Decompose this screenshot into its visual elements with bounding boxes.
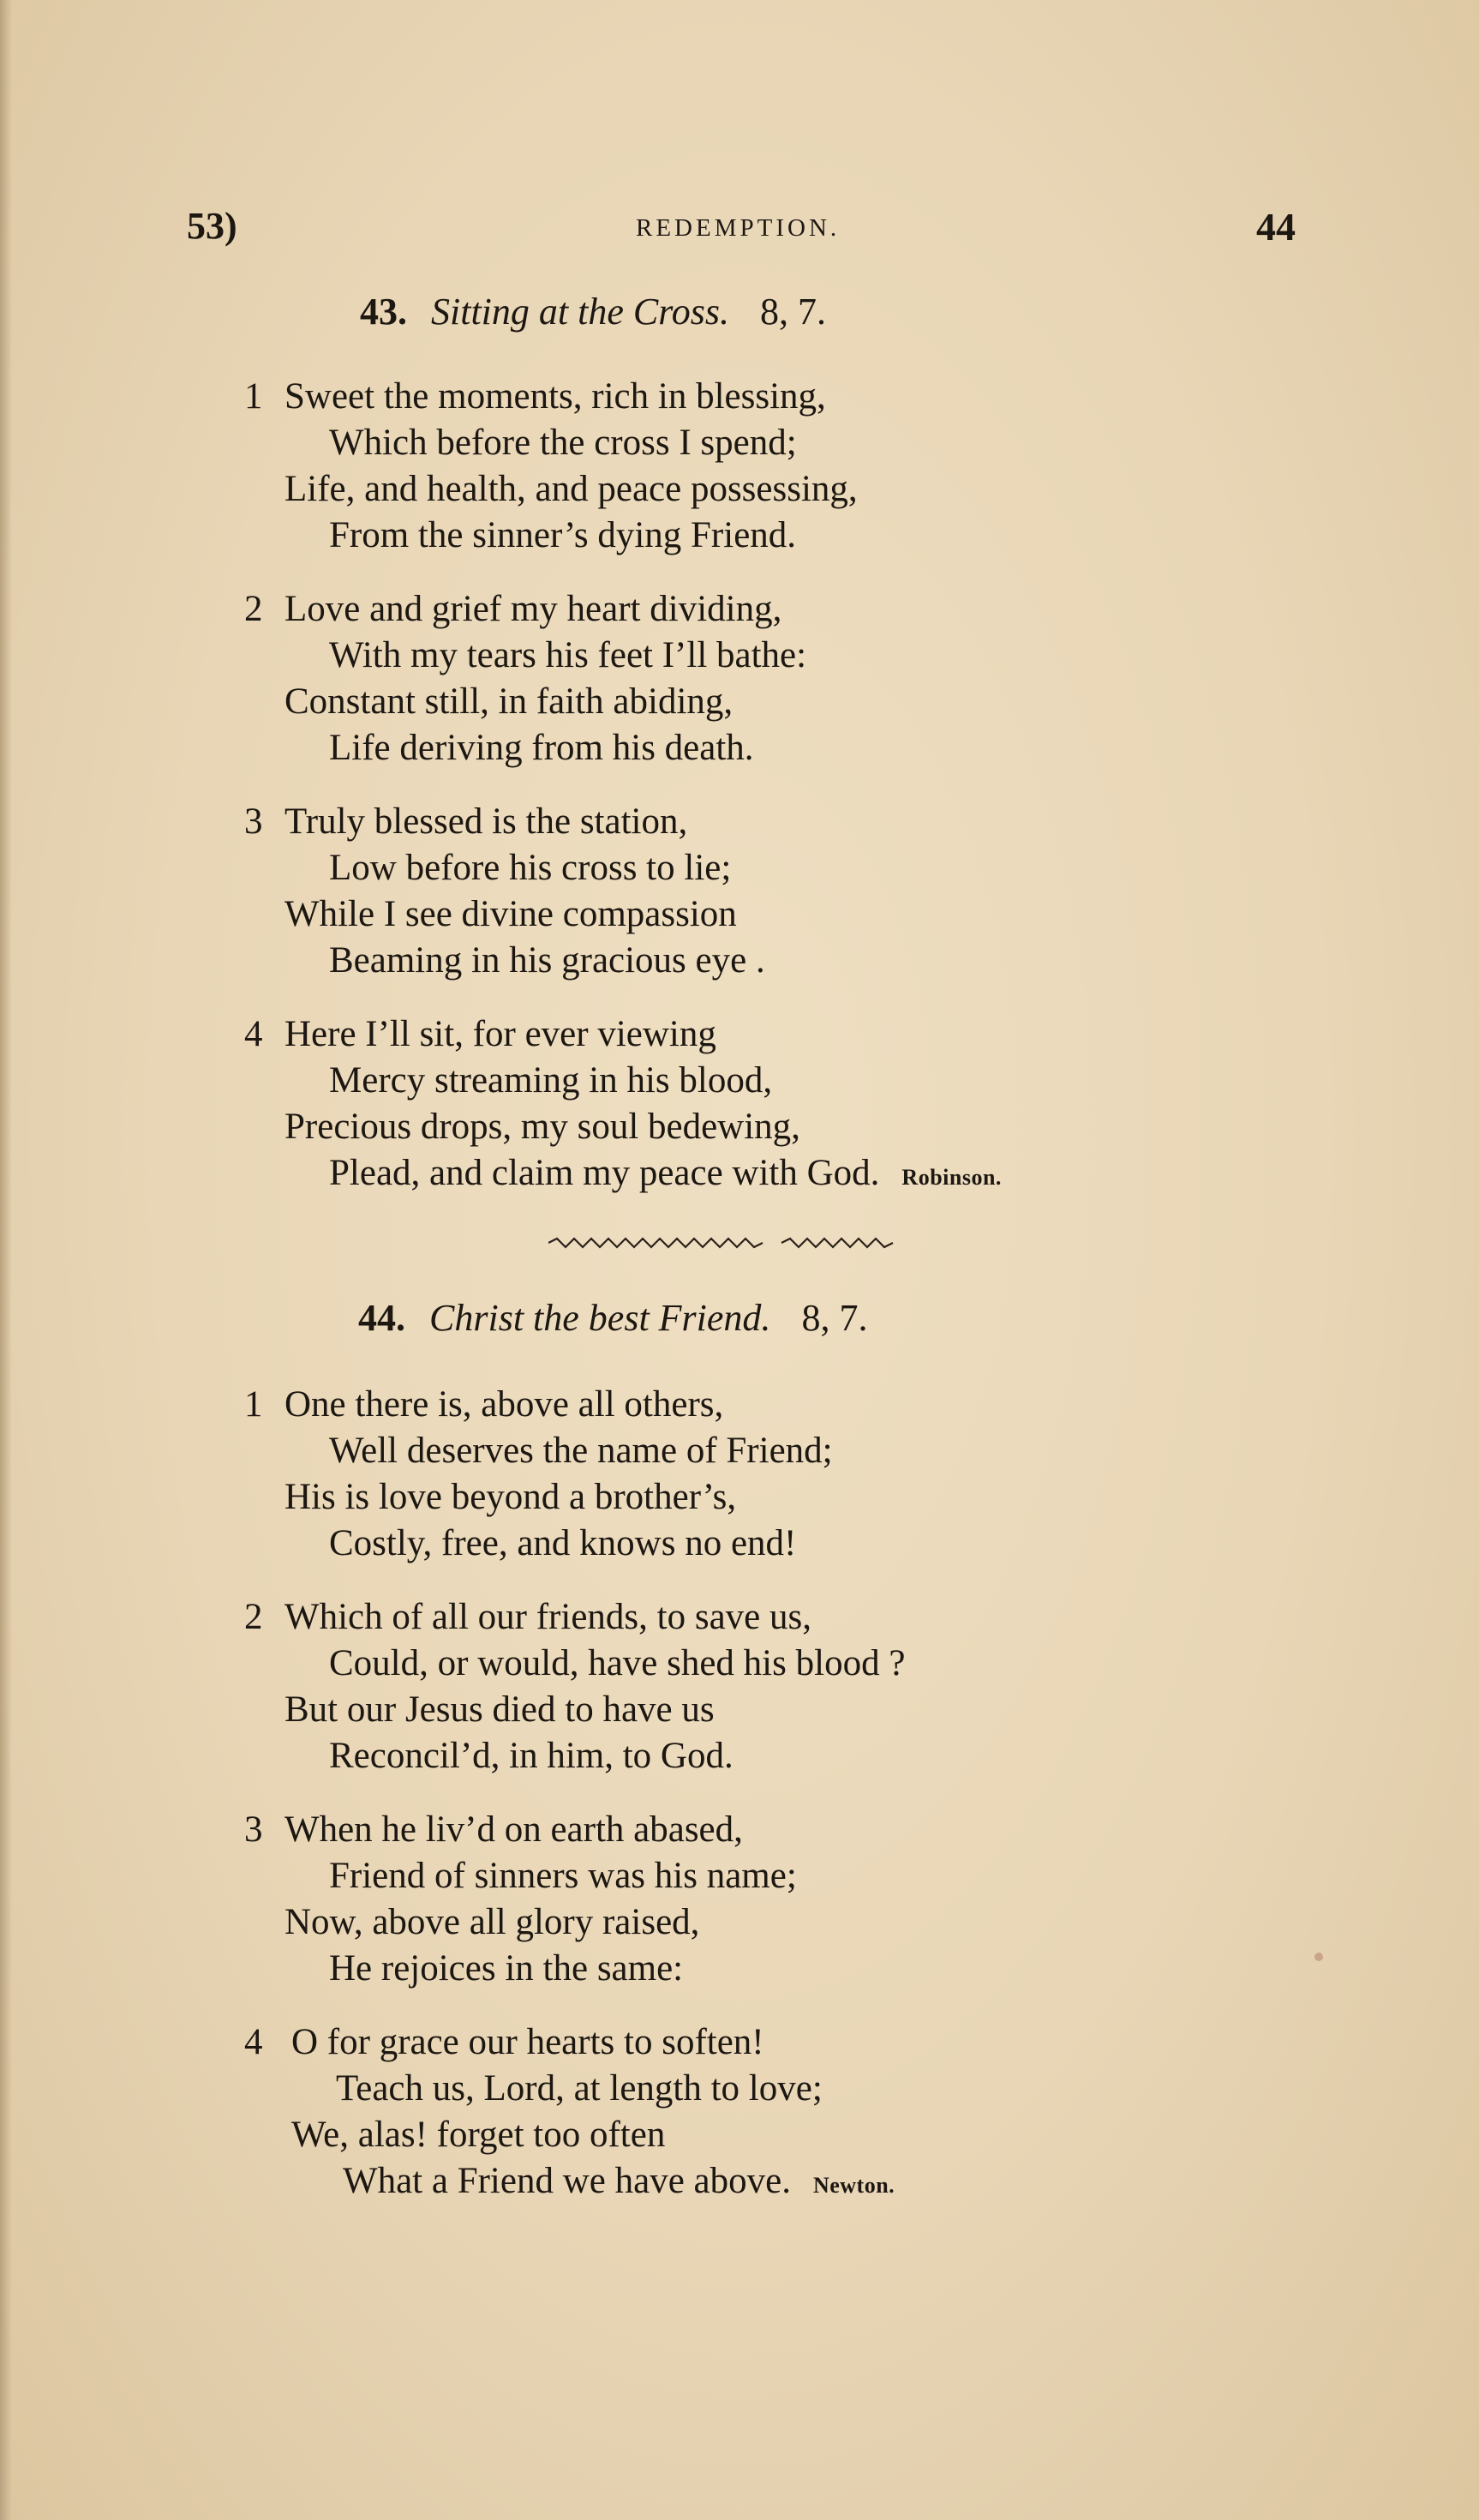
hymn-number: 44.: [358, 1297, 405, 1339]
verse-line: Low before his cross to lie;: [329, 848, 732, 888]
verse-line: Friend of sinners was his name;: [329, 1856, 797, 1896]
hymn-title: [360, 290, 826, 341]
hymn-author: Robinson.: [901, 1165, 1002, 1190]
stanza-number: 2: [244, 589, 263, 629]
stanza-number: 4: [244, 1014, 263, 1054]
verse-line: Could, or would, have shed his blood ?: [329, 1643, 906, 1683]
stanza-number: 3: [244, 801, 263, 842]
hymn-title: [358, 1296, 867, 1347]
verse-line: He rejoices in the same:: [329, 1948, 684, 1989]
ornamental-divider: [548, 1237, 900, 1249]
running-head-title: REDEMPTION.: [636, 214, 841, 242]
verse-line: When he liv’d on earth abased,: [284, 1809, 743, 1850]
verse-line: His is love beyond a brother’s,: [284, 1477, 737, 1517]
verse-line: [343, 2158, 895, 2209]
verse-line: Life, and health, and peace possessing,: [284, 469, 858, 509]
verse-line: [329, 1150, 1002, 1201]
verse-line-text: What a Friend we have above.: [343, 2161, 791, 2201]
verse-line: Reconcil’d, in him, to God.: [329, 1736, 734, 1776]
verse-line: Beaming in his gracious eye .: [329, 940, 765, 981]
stanza-number: 2: [244, 1597, 263, 1637]
verse-line: Which before the cross I spend;: [329, 423, 797, 463]
hymn-number: 43.: [360, 291, 407, 333]
verse-line-text: Plead, and claim my peace with God.: [329, 1153, 880, 1193]
verse-line: With my tears his feet I’ll bathe:: [329, 635, 807, 675]
verse-line: But our Jesus died to have us: [284, 1689, 715, 1730]
verse-line: O for grace our hearts to soften!: [291, 2022, 764, 2062]
verse-line: Well deserves the name of Friend;: [329, 1431, 833, 1471]
hymn-range-number: 44: [1256, 205, 1296, 249]
verse-line: Now, above all glory raised,: [284, 1902, 700, 1942]
verse-line: We, alas! forget too often: [291, 2115, 666, 2155]
verse-line: Which of all our friends, to save us,: [284, 1597, 811, 1637]
verse-line: Mercy streaming in his blood,: [329, 1060, 773, 1101]
verse-line: Precious drops, my soul bedewing,: [284, 1107, 800, 1147]
verse-line: Constant still, in faith abiding,: [284, 681, 734, 722]
running-head-left: 53): [187, 205, 237, 247]
verse-line: While I see divine compassion: [284, 894, 737, 934]
running-head: [0, 204, 1479, 255]
hymn-author: Newton.: [812, 2173, 895, 2198]
verse-line: Sweet the moments, rich in blessing,: [284, 376, 826, 417]
hymn-meter: 8, 7.: [759, 291, 826, 333]
verse-line: Love and grief my heart dividing,: [284, 589, 782, 629]
stanza-number: 1: [244, 376, 263, 417]
hymn-title-text: Sitting at the Cross.: [431, 291, 729, 333]
stanza-number: 1: [244, 1384, 263, 1425]
page-edge-shadow: [0, 0, 12, 2520]
stanza-number: 4: [244, 2022, 263, 2062]
paper-blemish: [1314, 1953, 1323, 1961]
verse-line: Truly blessed is the station,: [284, 801, 688, 842]
verse-line: Teach us, Lord, at length to love;: [336, 2068, 823, 2109]
verse-line: From the sinner’s dying Friend.: [329, 515, 797, 555]
verse-line: One there is, above all others,: [284, 1384, 724, 1425]
verse-line: Life deriving from his death.: [329, 728, 754, 768]
hymn-title-text: Christ the best Friend.: [429, 1297, 771, 1339]
verse-line: Here I’ll sit, for ever viewing: [284, 1014, 716, 1054]
stanza-number: 3: [244, 1809, 263, 1850]
hymn-meter: 8, 7.: [801, 1297, 868, 1339]
verse-line: Costly, free, and knows no end!: [329, 1523, 797, 1563]
